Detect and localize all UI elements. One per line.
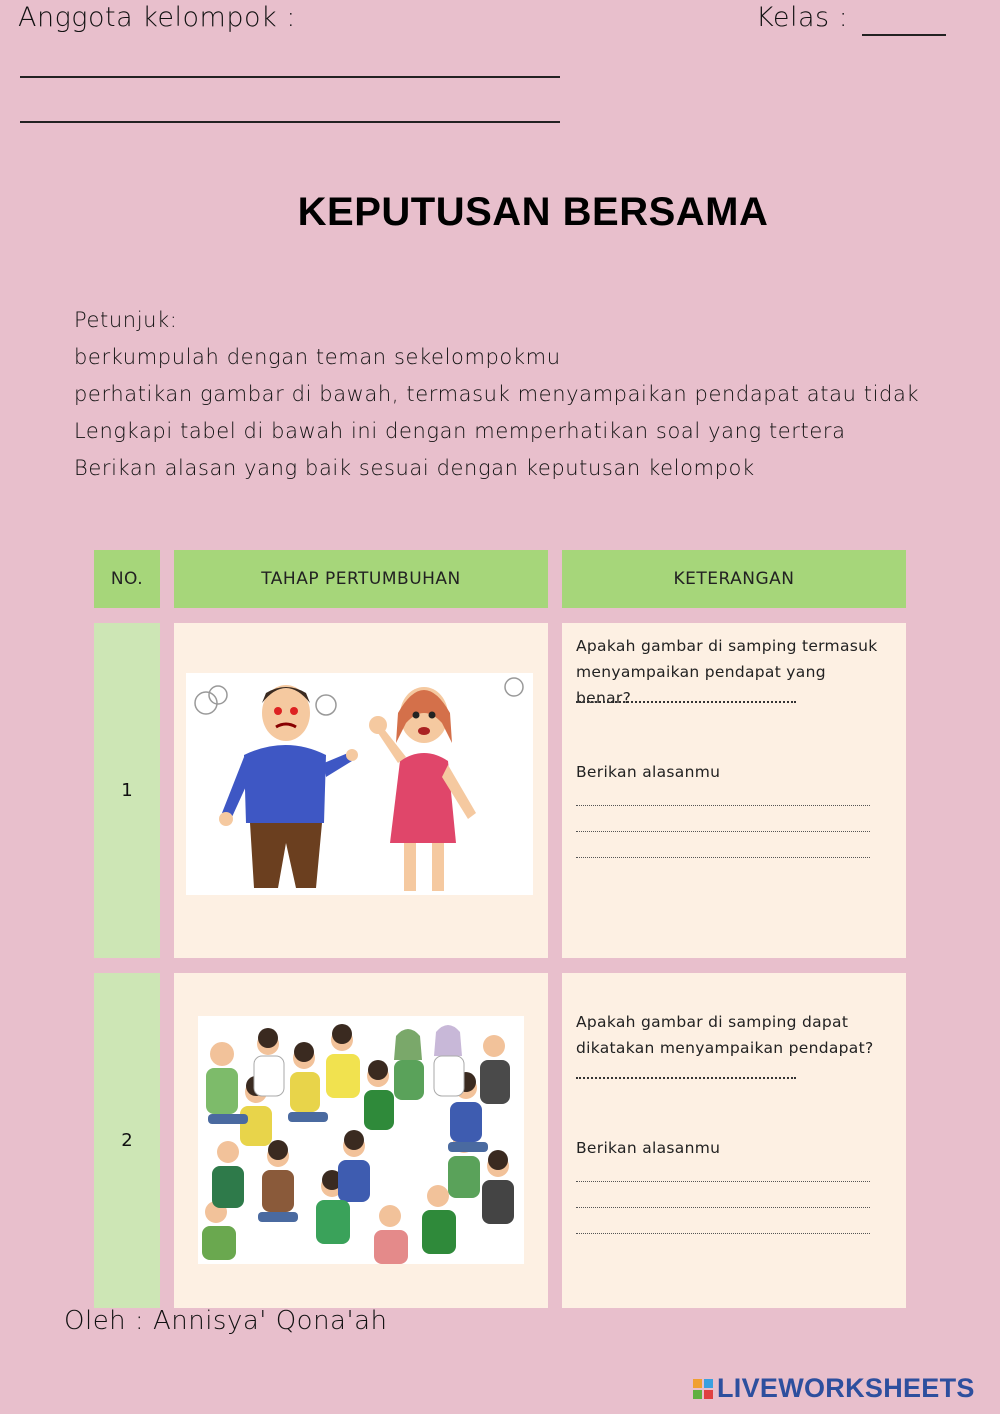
row-1-image-cell xyxy=(174,623,548,958)
row-1-reason-line-2[interactable] xyxy=(576,831,870,832)
page-title: KEPUTUSAN BERSAMA xyxy=(297,190,769,234)
brand-logo[interactable] xyxy=(692,1373,975,1404)
instruction-line: Berikan alasan yang baik sesuai dengan keputusan kelompok xyxy=(74,456,755,480)
header-tahap: TAHAP PERTUMBUHAN xyxy=(174,550,548,608)
row-1-keterangan xyxy=(562,623,906,958)
brand-squares-icon xyxy=(692,1378,714,1400)
header-keterangan: KETERANGAN xyxy=(562,550,906,608)
row-2-question: Apakah gambar di samping dapat dikatakan menyampaikan pendapat? xyxy=(576,1013,874,1057)
row-2-keterangan xyxy=(562,973,906,1308)
members-label: Anggota kelompok : xyxy=(18,2,296,33)
class-label: Kelas : xyxy=(756,2,849,33)
arguing-couple-illustration xyxy=(186,673,533,895)
row-1-reason-line-3[interactable] xyxy=(576,857,870,858)
instruction-line: Lengkapi tabel di bawah ini dengan memperhatikan soal yang tertera xyxy=(74,419,846,443)
row-1-question: Apakah gambar di samping termasuk menyampaikan pendapat yang benar? xyxy=(576,637,878,707)
row-2-answer-line[interactable] xyxy=(576,1077,796,1079)
class-input-line[interactable] xyxy=(862,34,946,36)
instruction-line: berkumpulah dengan teman sekelompokmu xyxy=(74,345,561,369)
header-no: NO. xyxy=(94,550,160,608)
row-1-reason-line-1[interactable] xyxy=(576,805,870,806)
row-2-reason-label: Berikan alasanmu xyxy=(576,1139,721,1157)
member-name-line-1[interactable] xyxy=(20,76,560,78)
instruction-line: perhatikan gambar di bawah, termasuk menyampaikan pendapat atau tidak xyxy=(74,382,920,406)
row-1-reason-label: Berikan alasanmu xyxy=(576,763,721,781)
instructions xyxy=(74,302,919,487)
row-2-image-cell xyxy=(174,973,548,1308)
row-1-answer-line[interactable] xyxy=(576,701,796,703)
brand-name: LIVEWORKSHEETS xyxy=(717,1373,975,1403)
group-discussion-illustration xyxy=(198,1016,524,1264)
row-2-reason-line-3[interactable] xyxy=(576,1233,870,1234)
instructions-heading: Petunjuk: xyxy=(74,308,178,332)
row-2-reason-line-1[interactable] xyxy=(576,1181,870,1182)
row-2-reason-line-2[interactable] xyxy=(576,1207,870,1208)
author-credit: Oleh : Annisya' Qona'ah xyxy=(64,1306,388,1336)
row-2-number: 2 xyxy=(94,973,160,1308)
member-name-line-2[interactable] xyxy=(20,121,560,123)
row-1-number: 1 xyxy=(94,623,160,958)
